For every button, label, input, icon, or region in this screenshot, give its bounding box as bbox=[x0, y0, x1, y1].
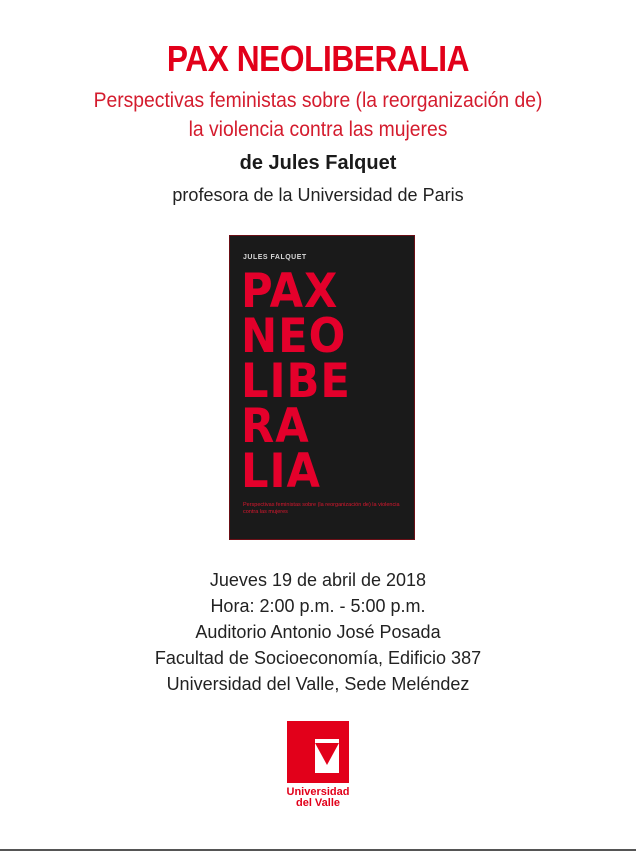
book-cover-title-line: LIA bbox=[241, 444, 321, 499]
event-time: Hora: 2:00 p.m. - 5:00 p.m. bbox=[210, 596, 426, 616]
event-venue: Auditorio Antonio José Posada bbox=[195, 622, 441, 642]
book-cover-title-line: NEO bbox=[241, 309, 347, 364]
event-campus: Universidad del Valle, Sede Meléndez bbox=[166, 674, 470, 694]
book-cover-title bbox=[241, 264, 360, 499]
book-cover-image bbox=[229, 235, 415, 540]
book-cover-tagline: Perspectivas feministas sobre (la reorganización de) la violencia contra las mujeres bbox=[243, 502, 400, 515]
book-cover-author: JULES FALQUET bbox=[243, 254, 307, 261]
event-date: Jueves 19 de abril de 2018 bbox=[209, 570, 427, 590]
book-cover-title-line: LIBE bbox=[241, 354, 351, 409]
logo-text-line-1: Universidad bbox=[286, 786, 350, 798]
author-name: de Jules Falquet bbox=[239, 152, 397, 174]
event-title: PAX NEOLIBERALIA bbox=[166, 38, 470, 79]
bottom-divider bbox=[0, 849, 636, 851]
book-cover-title-line: PAX bbox=[241, 264, 339, 319]
logo-text-line-2: del Valle bbox=[295, 797, 341, 809]
author-affiliation: profesora de la Universidad de Paris bbox=[172, 185, 464, 205]
book-cover-title-line: RA bbox=[241, 399, 310, 454]
event-building: Facultad de Socioeconomía, Edificio 387 bbox=[154, 648, 482, 668]
subtitle-line-1: Perspectivas feministas sobre (la reorganización de) bbox=[93, 89, 543, 112]
subtitle-line-2: la violencia contra las mujeres bbox=[188, 118, 448, 141]
